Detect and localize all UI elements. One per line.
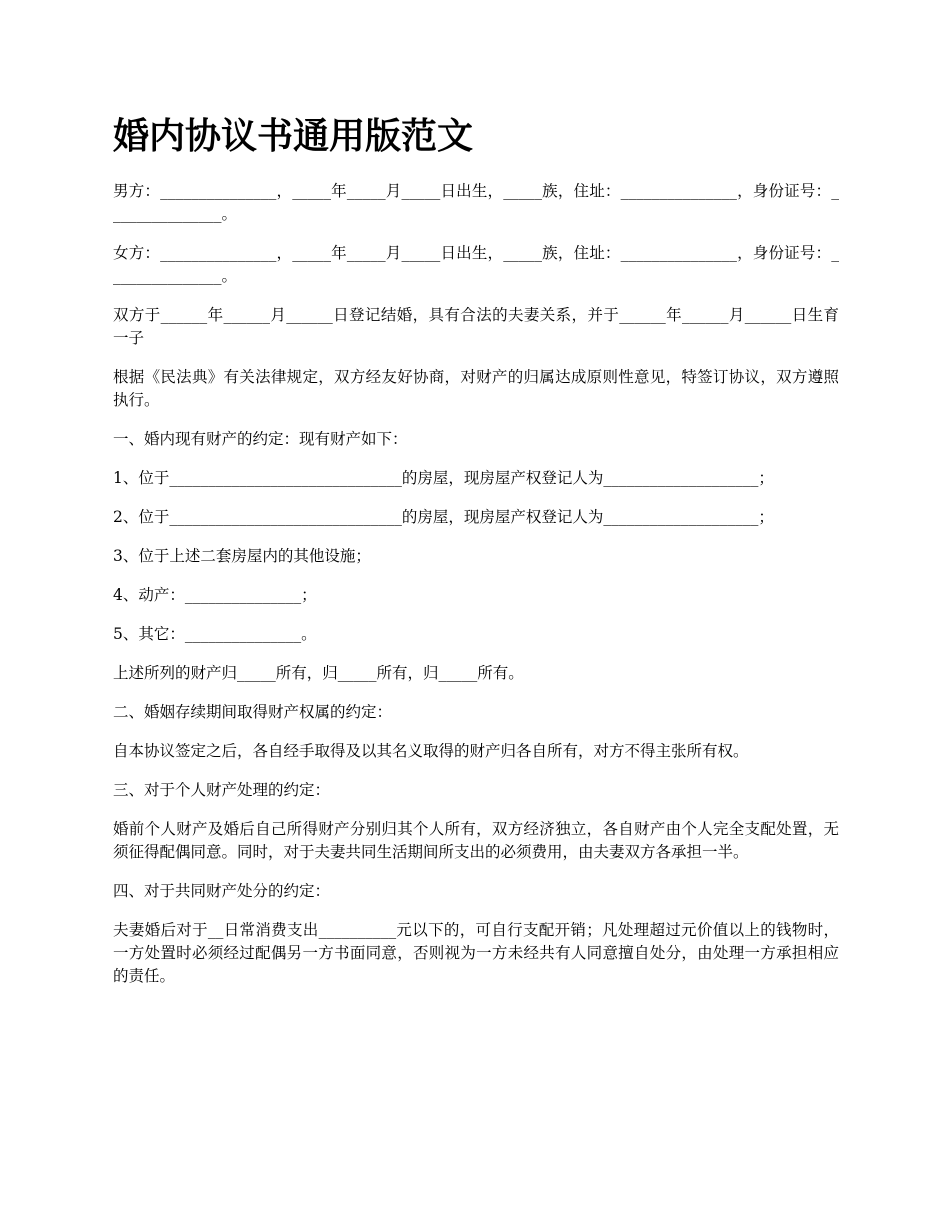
section-heading-joint-property: 四、对于共同财产处分的约定： [113, 882, 331, 900]
list-item-house-2: 2、位于______________________________的房屋，现房屋产权登记人为____________________； [113, 508, 774, 526]
paragraph-marriage-registration: 双方于______年______月______日登记结婚，具有合法的夫妻关系，并于______年______月______日生育一子 [113, 306, 839, 347]
paragraph-joint-property: 夫妻婚后对于__日常消费支出__________元以下的，可自行支配开销；凡处理超过元价值以上的钱物时，一方处置时必须经过配偶另一方书面同意，否则视为一方未经共有人同意擅自处分，由处理一方承担相应的责任。 [113, 921, 839, 985]
paragraph-property-ownership: 上述所列的财产归_____所有，归_____所有，归_____所有。 [113, 664, 524, 682]
document-page [113, 112, 839, 1004]
paragraph-female-party: 女方：_______________，_____年_____月_____日出生，_____族，住址：_______________，身份证号：_______________。 [113, 244, 839, 285]
section-heading-existing-property: 一、婚内现有财产的约定：现有财产如下： [113, 430, 408, 448]
list-item-facilities: 3、位于上述二套房屋内的其他设施； [113, 547, 371, 565]
paragraph-marital-property: 自本协议签定之后，各自经手取得及以其名义取得的财产归各自所有，对方不得主张所有权。 [113, 742, 749, 760]
list-item-house-1: 1、位于______________________________的房屋，现房屋产权登记人为____________________； [113, 469, 774, 487]
paragraph-legal-basis: 根据《民法典》有关法律规定，双方经友好协商，对财产的归属达成原则性意见，特签订协议，双方遵照执行。 [113, 368, 839, 409]
section-heading-marital-property: 二、婚姻存续期间取得财产权属的约定： [113, 703, 393, 721]
paragraph-male-party: 男方：_______________，_____年_____月_____日出生，_____族，住址：_______________，身份证号：_______________。 [113, 182, 839, 223]
list-item-movables: 4、动产：_______________； [113, 586, 317, 604]
document-title: 婚内协议书通用版范文 [113, 115, 474, 157]
paragraph-personal-property: 婚前个人财产及婚后自己所得财产分别归其个人所有，双方经济独立，各自财产由个人完全支配处置，无须征得配偶同意。同时，对于夫妻共同生活期间所支出的必须费用，由夫妻双方各承担一半。 [113, 820, 839, 861]
list-item-other: 5、其它：_______________。 [113, 625, 317, 643]
section-heading-personal-property: 三、对于个人财产处理的约定： [113, 781, 331, 799]
